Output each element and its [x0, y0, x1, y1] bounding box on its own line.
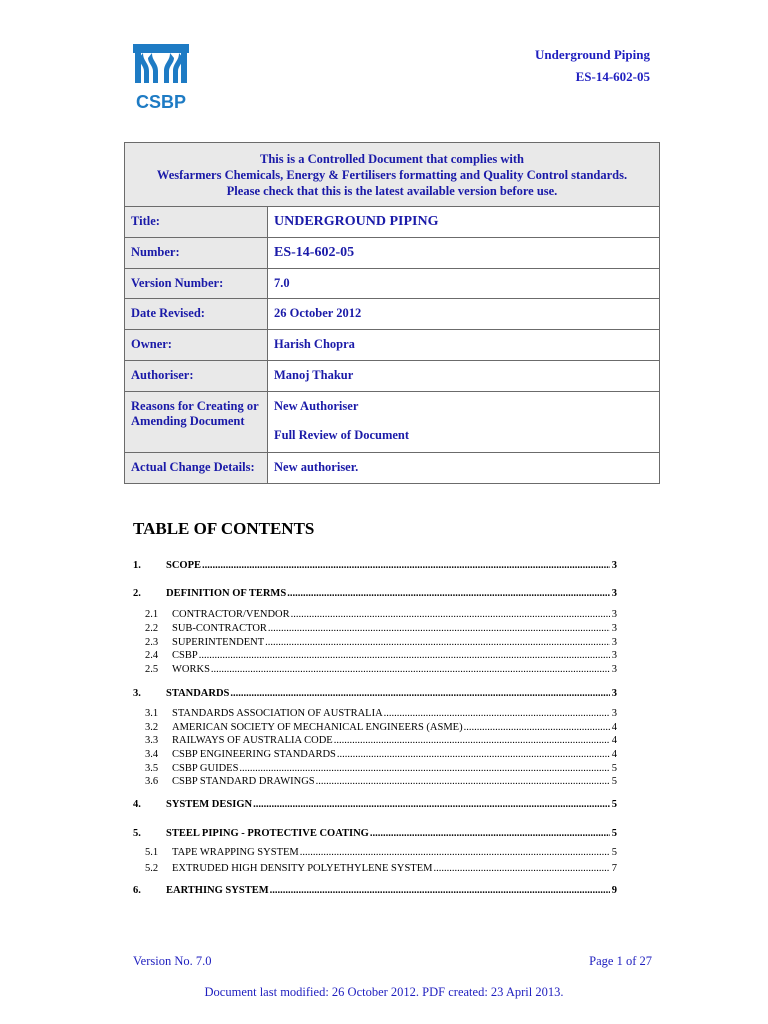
toc-entry-page: 5 [611, 799, 617, 810]
toc-entry[interactable] [133, 560, 617, 571]
document-control-table [124, 142, 660, 484]
toc-leader-dots [300, 847, 610, 858]
toc-leader-dots [211, 664, 610, 675]
toc-entry[interactable] [133, 609, 617, 620]
footer-page-number: Page 1 of 27 [589, 954, 652, 968]
toc-title: TABLE OF CONTENTS [133, 519, 315, 538]
toc-entry-text: SCOPE [166, 560, 202, 571]
toc-entry-number: 3. [133, 688, 141, 699]
toc-entry-page: 3 [611, 708, 617, 719]
toc-entry-number: 2. [133, 588, 141, 599]
toc-entry-page: 3 [611, 609, 617, 620]
toc-entry-text: SUB-CONTRACTOR [172, 623, 267, 634]
toc-entry-page: 5 [611, 828, 617, 839]
toc-entry-number: 3.6 [145, 776, 159, 787]
toc-entry-page: 3 [611, 560, 617, 571]
toc-leader-dots [291, 609, 610, 620]
date-revised-value: 26 October 2012 [268, 299, 660, 330]
toc-entry-text: EXTRUDED HIGH DENSITY POLYETHYLENE SYSTEM [172, 863, 433, 874]
toc-entry[interactable] [133, 735, 617, 746]
reasons-value-2: Full Review of Document [274, 428, 410, 442]
header-doc-title: Underground Piping [535, 47, 650, 62]
toc-leader-dots [370, 828, 610, 839]
toc-leader-dots [202, 560, 610, 571]
footer-version: Version No. 7.0 [133, 954, 212, 968]
toc-leader-dots [268, 623, 610, 634]
toc-entry-text: CSBP STANDARD DRAWINGS [172, 776, 315, 787]
toc-entry-number: 2.4 [145, 650, 159, 661]
banner-line-3: Please check that this is the latest available version before use. [226, 184, 558, 198]
change-details-value: New authoriser. [268, 453, 660, 484]
owner-value: Harish Chopra [268, 330, 660, 361]
title-label: Title: [125, 207, 268, 238]
toc-entry-text: SYSTEM DESIGN [166, 799, 253, 810]
toc-entry-number: 2.5 [145, 664, 159, 675]
toc-entry[interactable] [133, 863, 617, 874]
toc-entry-number: 2.1 [145, 609, 159, 620]
toc-leader-dots [239, 763, 610, 774]
toc-entry[interactable] [133, 763, 617, 774]
toc-entry-text: DEFINITION OF TERMS [166, 588, 287, 599]
toc-entry-number: 5. [133, 828, 141, 839]
toc-entry-number: 6. [133, 885, 141, 896]
toc-entry[interactable] [133, 708, 617, 719]
toc-entry-number: 2.2 [145, 623, 159, 634]
toc-entry[interactable] [133, 650, 617, 661]
toc-entry-text: RAILWAYS OF AUSTRALIA CODE [172, 735, 333, 746]
toc-leader-dots [433, 863, 610, 874]
toc-entry-number: 5.2 [145, 863, 159, 874]
toc-entry-text: AMERICAN SOCIETY OF MECHANICAL ENGINEERS (ASME) [172, 722, 463, 733]
footer-modified-note: Document last modified: 26 October 2012. PDF created: 23 April 2013. [204, 985, 564, 999]
toc-entry-number: 3.4 [145, 749, 159, 760]
change-details-label: Actual Change Details: [125, 453, 268, 484]
toc-entry-page: 3 [611, 650, 617, 661]
toc-entry-number: 2.3 [145, 637, 159, 648]
toc-entry-number: 1. [133, 560, 141, 571]
document-header [535, 44, 650, 88]
toc-entry[interactable] [133, 637, 617, 648]
toc-entry-number: 3.5 [145, 763, 159, 774]
toc-entry-text: STANDARDS ASSOCIATION OF AUSTRALIA [172, 708, 383, 719]
toc-entry[interactable] [133, 847, 617, 858]
toc-entry-number: 3.1 [145, 708, 159, 719]
toc-leader-dots [334, 735, 610, 746]
toc-entry-page: 3 [611, 623, 617, 634]
toc-entry[interactable] [133, 688, 617, 699]
toc-entry-page: 3 [611, 637, 617, 648]
authoriser-label: Authoriser: [125, 361, 268, 392]
toc-entry-page: 5 [611, 763, 617, 774]
number-label: Number: [125, 238, 268, 269]
toc-entry-page: 4 [611, 735, 617, 746]
toc-leader-dots [199, 650, 610, 661]
toc-entry-number: 4. [133, 799, 141, 810]
toc-leader-dots [316, 776, 610, 787]
toc-leader-dots [287, 588, 610, 599]
toc-entry-page: 7 [611, 863, 617, 874]
toc-leader-dots [270, 885, 610, 896]
toc-entry-page: 9 [611, 885, 617, 896]
toc-entry[interactable] [133, 776, 617, 787]
banner-line-1: This is a Controlled Document that complies with [259, 152, 524, 166]
toc-entry[interactable] [133, 885, 617, 896]
toc-leader-dots [253, 799, 610, 810]
toc-entry[interactable] [133, 749, 617, 760]
toc-entry[interactable] [133, 588, 617, 599]
toc-entry[interactable] [133, 722, 617, 733]
toc-entry-page: 4 [611, 722, 617, 733]
csbp-logo [133, 44, 189, 112]
reasons-label: Reasons for Creating or Amending Document [125, 392, 268, 453]
toc-entry[interactable] [133, 623, 617, 634]
toc-entry[interactable] [133, 828, 617, 839]
toc-entry-number: 5.1 [145, 847, 159, 858]
title-value: UNDERGROUND PIPING [268, 207, 660, 238]
toc-entry-page: 3 [611, 588, 617, 599]
header-doc-number: ES-14-602-05 [575, 69, 650, 84]
toc-entry-page: 5 [611, 847, 617, 858]
toc-entry-text: TAPE WRAPPING SYSTEM [172, 847, 299, 858]
logo-text: CSBP [135, 92, 187, 112]
controlled-document-banner [125, 143, 660, 207]
banner-line-2: Wesfarmers Chemicals, Energy & Fertilisers formatting and Quality Control standards. [156, 168, 628, 182]
reasons-value [268, 392, 660, 453]
owner-label: Owner: [125, 330, 268, 361]
reasons-value-1: New Authoriser [274, 399, 359, 413]
version-value: 7.0 [268, 269, 660, 299]
toc-entry-text: CSBP GUIDES [172, 763, 239, 774]
toc-leader-dots [265, 637, 610, 648]
version-label: Version Number: [125, 269, 268, 299]
toc-leader-dots [337, 749, 610, 760]
toc-leader-dots [230, 688, 610, 699]
toc-entry-page: 4 [611, 749, 617, 760]
toc-entry-text: STANDARDS [166, 688, 230, 699]
number-value: ES-14-602-05 [268, 238, 660, 269]
toc-entry-page: 3 [611, 688, 617, 699]
toc-entry-text: STEEL PIPING - PROTECTIVE COATING [166, 828, 369, 839]
date-revised-label: Date Revised: [125, 299, 268, 330]
toc-leader-dots [464, 722, 610, 733]
toc-entry-page: 3 [611, 664, 617, 675]
toc-entry[interactable] [133, 664, 617, 675]
toc-entry[interactable] [133, 799, 617, 810]
csbp-logo-mark-icon [133, 44, 189, 112]
toc-entry-number: 3.2 [145, 722, 159, 733]
toc-entry-number: 3.3 [145, 735, 159, 746]
toc-entry-text: CSBP ENGINEERING STANDARDS [172, 749, 336, 760]
toc-entry-text: CONTRACTOR/VENDOR [172, 609, 290, 620]
toc-entry-text: CSBP [172, 650, 198, 661]
toc-entry-text: EARTHING SYSTEM [166, 885, 269, 896]
toc-entry-text: WORKS [172, 664, 210, 675]
toc-entry-text: SUPERINTENDENT [172, 637, 265, 648]
toc-leader-dots [384, 708, 610, 719]
toc-entry-page: 5 [611, 776, 617, 787]
authoriser-value: Manoj Thakur [268, 361, 660, 392]
